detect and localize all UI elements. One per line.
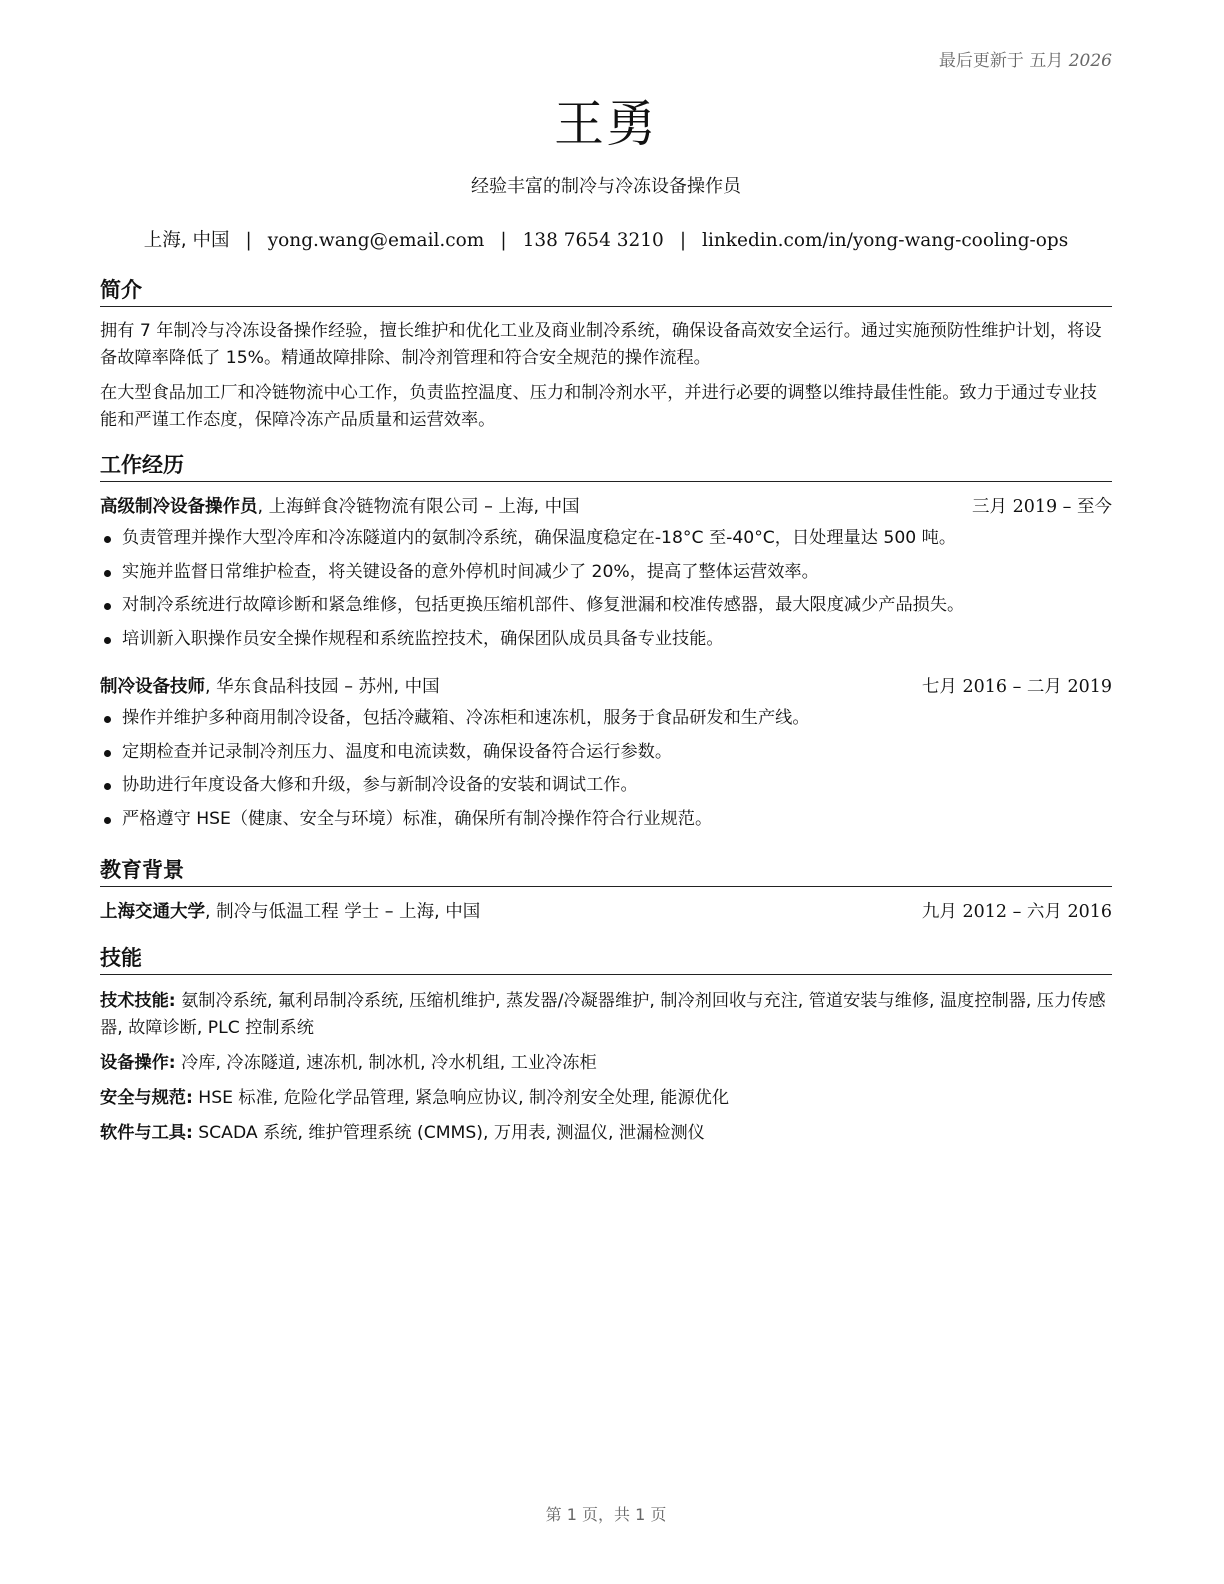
contact-email[interactable]: yong.wang@email.com — [267, 230, 485, 251]
job-header — [100, 492, 1112, 522]
education-entry — [100, 897, 1112, 927]
last-updated-year: 2026 — [1068, 51, 1112, 71]
summary-paragraph: 拥有 7 年制冷与冷冻设备操作经验，擅长维护和优化工业及商业制冷系统，确保设备高效安全运行。通过实施预防性维护计划，将设备故障率降低了 15%。精通故障排除、制冷剂管理和符合安全规范的操作流程。 — [100, 321, 1102, 368]
candidate-name: 王勇 — [554, 95, 658, 153]
job-bullet: 操作并维护多种商用制冷设备，包括冷藏箱、冷冻柜和速冻机，服务于食品研发和生产线。 — [100, 702, 1112, 736]
experience-section — [100, 451, 1112, 836]
contact-separator: | — [245, 230, 252, 251]
job-entry — [100, 672, 1112, 836]
job-bullets — [100, 522, 1112, 656]
job-bullet: 协助进行年度设备大修和升级，参与新制冷设备的安装和调试工作。 — [100, 769, 1112, 803]
job-header — [100, 672, 1112, 702]
contact-separator: | — [500, 230, 507, 251]
skill-line — [100, 1120, 1112, 1147]
job-bullet: 定期检查并记录制冷剂压力、温度和电流读数，确保设备符合运行参数。 — [100, 736, 1112, 770]
skill-label: 技术技能: — [100, 991, 176, 1011]
job-bullet: 负责管理并操作大型冷库和冷冻隧道内的氨制冷系统，确保温度稳定在-18°C 至-40°C，日处理量达 500 吨。 — [100, 522, 1112, 556]
contact-linkedin[interactable]: linkedin.com/in/yong-wang-cooling-ops — [702, 230, 1069, 251]
job-entry — [100, 492, 1112, 656]
page-number: 第 1 页，共 1 页 — [545, 1505, 667, 1524]
job-bullet: 对制冷系统进行故障诊断和紧急维修，包括更换压缩机部件、修复泄漏和校准传感器，最大限度减少产品损失。 — [100, 589, 1112, 623]
job-bullet: 培训新入职操作员安全操作规程和系统监控技术，确保团队成员具备专业技能。 — [100, 623, 1112, 657]
skill-value: 氨制冷系统, 氟利昂制冷系统, 压缩机维护, 蒸发器/冷凝器维护, 制冷剂回收与充注, 管道安装与维修, 温度控制器, 压力传感器, 故障诊断, PLC 控制系统 — [100, 991, 1106, 1038]
job-org: , 华东食品科技园 – 苏州, 中国 — [205, 677, 440, 697]
education-detail: , 制冷与低温工程 学士 – 上海, 中国 — [205, 902, 481, 922]
candidate-tagline: 经验丰富的制冷与冷冻设备操作员 — [471, 176, 741, 197]
contact-location: 上海, 中国 — [143, 230, 230, 251]
skill-label: 设备操作: — [100, 1053, 176, 1073]
summary-paragraph: 在大型食品加工厂和冷链物流中心工作，负责监控温度、压力和制冷剂水平，并进行必要的调整以维持最佳性能。致力于通过专业技能和严谨工作态度，保障冷冻产品质量和运营效率。 — [100, 383, 1097, 430]
education-school: 上海交通大学 — [100, 902, 205, 922]
job-bullet: 实施并监督日常维护检查，将关键设备的意外停机时间减少了 20%，提高了整体运营效率。 — [100, 556, 1112, 590]
skill-value: 冷库, 冷冻隧道, 速冻机, 制冰机, 冷水机组, 工业冷冻柜 — [175, 1053, 597, 1073]
skill-value: HSE 标准, 危险化学品管理, 紧急响应协议, 制冷剂安全处理, 能源优化 — [192, 1088, 730, 1108]
section-title-skills: 技能 — [100, 944, 1112, 975]
job-dates: 七月 2016 – 二月 2019 — [921, 677, 1112, 697]
resume-page — [100, 0, 1112, 1584]
job-dates: 三月 2019 – 至今 — [972, 497, 1112, 517]
job-bullets — [100, 702, 1112, 836]
job-org: , 上海鲜食冷链物流有限公司 – 上海, 中国 — [257, 497, 580, 517]
skills-section — [100, 944, 1112, 1147]
last-updated — [939, 46, 1112, 71]
skill-line — [100, 1050, 1112, 1077]
job-bullet: 严格遵守 HSE（健康、安全与环境）标准，确保所有制冷操作符合行业规范。 — [100, 803, 1112, 837]
summary-section — [100, 276, 1112, 434]
section-title-experience: 工作经历 — [100, 451, 1112, 482]
education-section — [100, 856, 1112, 927]
skill-value: SCADA 系统, 维护管理系统 (CMMS), 万用表, 测温仪, 泄漏检测仪 — [192, 1123, 705, 1143]
last-updated-label: 最后更新于 五月 — [938, 51, 1064, 71]
skill-line — [100, 1085, 1112, 1112]
section-title-summary: 简介 — [100, 276, 1112, 307]
skill-line — [100, 988, 1112, 1042]
section-title-education: 教育背景 — [100, 856, 1112, 887]
skill-label: 软件与工具: — [100, 1123, 193, 1143]
contact-line — [100, 226, 1112, 252]
education-dates: 九月 2012 – 六月 2016 — [921, 902, 1112, 922]
contact-phone: 138 7654 3210 — [522, 230, 664, 251]
contact-separator: | — [679, 230, 687, 251]
job-role: 高级制冷设备操作员 — [100, 497, 258, 517]
skill-label: 安全与规范: — [100, 1088, 193, 1108]
job-role: 制冷设备技师 — [100, 677, 205, 697]
